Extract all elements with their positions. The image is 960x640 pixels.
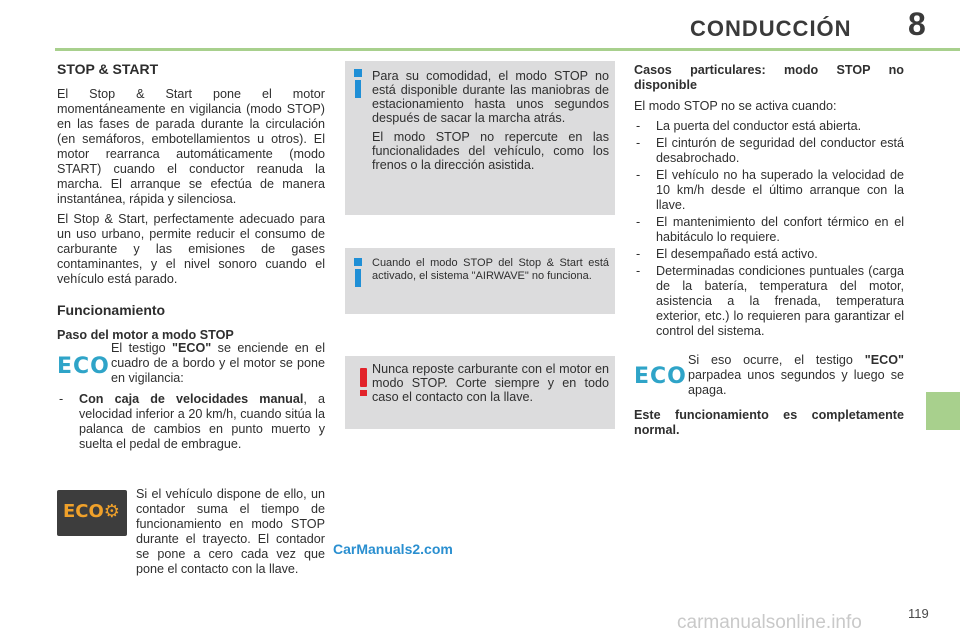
- list-item: - La puerta del conductor está abierta.: [634, 119, 904, 134]
- section-title-funcionamiento: Funcionamiento: [57, 302, 166, 318]
- header-rule: [55, 48, 960, 51]
- special-cases-title: Casos particulares: modo STOP no disponible: [634, 63, 904, 92]
- list-item: - El vehículo no ha superado la velocidad de 10 km/h desde el último arranque con la llave.: [634, 168, 904, 213]
- bullet-bold: Con caja de velocidades manual: [79, 392, 304, 406]
- eco-icon: ECO: [634, 364, 687, 389]
- intro-paragraph: El Stop & Start pone el motor momentáneamente en vigilancia (modo STOP) en las fases de parada durante la circulación (en semáforos, embotellamientos u otros). El motor rearranca automáticamente (modo START) cuando el conductor reanuda la marcha. El arranque se efectúa de manera instantánea, rápida y silenciosa.: [57, 87, 325, 206]
- list-item: [57, 392, 325, 452]
- eco-bold: "ECO": [172, 341, 212, 355]
- chapter-title: CONDUCCIÓN: [690, 16, 852, 41]
- subsection-title: Paso del motor a modo STOP: [57, 328, 234, 342]
- warning-icon: [356, 368, 370, 396]
- special-cases-intro: El modo STOP no se activa cuando:: [634, 99, 837, 113]
- right-column: [634, 63, 904, 341]
- eco-counter-icon: ECO⚙: [57, 490, 127, 536]
- left-column: [57, 62, 325, 351]
- list-item: - El cinturón de seguridad del conductor está desabrochado.: [634, 136, 904, 166]
- box2-text: Cuando el modo STOP del Stop & Start está activado, el sistema "AIRWAVE" no funciona.: [372, 257, 609, 282]
- info-box-comfort: [345, 61, 615, 215]
- eco-description: [111, 341, 325, 386]
- benefit-paragraph: El Stop & Start, perfectamente adecuado para un uso urbano, permite reducir el consumo de carburante y las emisiones de gases contaminantes, y el nivel sonoro cuando el vehículo está parado.: [57, 212, 325, 286]
- eco-bold: "ECO": [864, 353, 904, 367]
- box1-paragraph-2: El modo STOP no repercute en las funcionalidades del vehículo, como los frenos o la dirección asistida.: [372, 130, 609, 172]
- manual-gearbox-item: [57, 392, 325, 454]
- eco-icon: ECO: [57, 354, 110, 379]
- counter-text: Si el vehículo dispone de ello, un contador suma el tiempo de funcionamiento en modo STOP durante el trayecto. El contador se pone a cero cada vez que pone el contacto con la llave.: [136, 487, 325, 576]
- eco-post: se enciende en el cuadro de a bordo y el motor se pone en vigilancia:: [111, 341, 325, 385]
- warning-box-refuel: [345, 356, 615, 429]
- list-item: - Determinadas condiciones puntuales (carga de la batería, temperatura del motor, asistencia a la frenada, temperatura exterior, etc.) lo requieren para garantizar el control del sistema.: [634, 264, 904, 339]
- eco-blink-description: [688, 353, 904, 398]
- bullet-rest: , a velocidad inferior a 20 km/h, cuando sitúa la palanca de cambios en punto muerto y suelta el pedal de embrague.: [79, 392, 325, 451]
- section-title-stop-start: STOP & START: [57, 61, 159, 77]
- watermark-link[interactable]: CarManuals2.com: [333, 541, 453, 557]
- watermark-text: carmanualsonline.info: [677, 612, 862, 633]
- chapter-number: 8: [908, 6, 926, 42]
- info-icon: [353, 69, 363, 98]
- list-item: - El desempañado está activo.: [634, 247, 904, 262]
- box1-paragraph-1: Para su comodidad, el modo STOP no está disponible durante las maniobras de estacionamiento hasta unos segundos después de sacar la marcha atrás.: [372, 69, 609, 125]
- eco-post: parpadea unos segundos y luego se apaga.: [688, 368, 904, 397]
- chapter-side-tab: [926, 392, 960, 430]
- info-icon: [353, 258, 363, 287]
- eco-pre: Si eso ocurre, el testigo: [688, 353, 865, 367]
- box3-text: Nunca reposte carburante con el motor en modo STOP. Corte siempre y en todo caso el contacto con la llave.: [372, 362, 609, 404]
- list-item: - El mantenimiento del confort térmico en el habitáculo lo requiere.: [634, 215, 904, 245]
- eco-pre: El testigo: [111, 341, 173, 355]
- normal-operation-note: Este funcionamiento es completamente normal.: [634, 408, 904, 437]
- info-box-airwave: [345, 248, 615, 314]
- page-number: 119: [908, 606, 929, 621]
- counter-text-top: [136, 487, 325, 577]
